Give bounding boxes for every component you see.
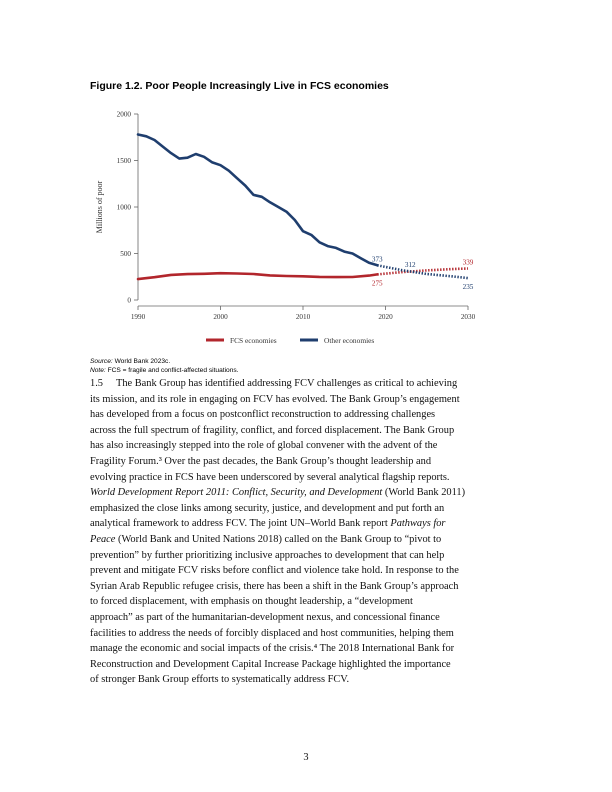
y-tick-label: 2000 [116,110,131,119]
y-axis-title: Millions of poor [95,180,104,234]
data-label: 275 [371,279,383,288]
data-label: 235 [462,283,474,292]
italic-title-text: World Development Report 2011: Conflict, Security, and Development [90,487,383,499]
paragraph-line [90,563,530,579]
paragraph-line [90,532,530,548]
paragraph-line [90,376,530,392]
paragraph-line [90,470,530,486]
paragraph-line [90,594,530,610]
paragraph-line [90,485,530,501]
paragraph-text-run: approach” as part of the humanitarian-development nexus, and concessional finance [90,611,440,623]
paragraph-text-run: 1.5 The Bank Group has identified addressing FCV challenges as critical to achieving [90,378,458,389]
paragraph-line [90,438,530,454]
italic-title-text: Peace [90,533,116,545]
paragraph-line [90,516,530,532]
paragraph-line [90,672,530,688]
paragraph-text-run: Reconstruction and Development Capital Increase Package highlighted the importance [90,658,451,670]
data-label: 312 [404,260,416,269]
paragraph-line [90,392,530,408]
paragraph-text-run: Syrian Arab Republic refugee crisis, there has been a shift in the Bank Group’s approach [90,580,459,592]
paragraph-line [90,626,530,642]
y-tick-label: 1000 [116,203,131,212]
paragraph-line [90,454,530,470]
paragraph-line [90,548,530,564]
chart-series [138,135,468,280]
paragraph-text-run: to forced displacement, with emphasis on thought leadership, a “development [90,596,413,608]
source-text: World Bank 2023c. [112,358,171,365]
series-line-0 [138,273,377,279]
page-number: 3 [303,752,309,763]
line-chart [88,100,488,355]
paragraph-1-5 [90,376,530,688]
paragraph-text-run: across the full spectrum of fragility, conflict, and forced displacement. The Bank Group [90,424,455,436]
paragraph-line [90,423,530,439]
paragraph-text-run: emphasized the close links among security, justice, and development and put forth an [90,502,445,514]
paragraph-line [90,657,530,673]
paragraph-text-run: (World Bank 2011) [382,487,466,499]
italic-title-text: Pathways for [390,518,446,530]
chart-legend [206,336,374,345]
paragraph-text-run: analytical framework to address FCV. The joint UN–World Bank report [90,518,391,530]
paragraph-line [90,407,530,423]
data-label: 373 [371,255,383,264]
note-text: FCS = fragile and conflict-affected situations. [105,366,239,374]
paragraph-text-run: prevent and mitigate FCV risks before conflict and violence take hold. In response to the [90,565,459,577]
note-line [90,367,239,376]
figure-notes [90,358,239,375]
source-line [90,358,239,367]
chart-axes [95,111,476,322]
x-tick-label: 2020 [378,313,393,321]
paragraph-text-run: manage the economic and social impacts of the crisis.⁴ The 2018 International Bank for [90,643,455,655]
x-tick-label: 2000 [213,313,228,321]
figure-title: Figure 1.2. Poor People Increasingly Live in FCS economies [90,80,389,92]
paragraph-text-run: prevention” by further prioritizing inclusive approaches to development that can help [90,549,445,561]
data-label: 339 [462,258,474,267]
paragraph-text [90,376,530,688]
series-line-1 [138,135,377,266]
note-label: Note: [90,366,106,374]
paragraph-line [90,610,530,626]
paragraph-text-run: has developed from a focus on postconflict reconstruction to addressing challenges [90,409,436,421]
paragraph-line [90,579,530,595]
y-tick-label: 0 [127,296,131,305]
legend-label: FCS economies [230,336,277,345]
paragraph-line [90,641,530,657]
paragraph-text-run: of stronger Bank Group efforts to systematically address FCV. [90,674,350,686]
legend-label: Other economies [324,336,375,345]
paragraph-text-run: evolving practice in FCS have been underscored by several analytical flagship reports. [90,471,450,483]
paragraph-text-run: its mission, and its role in engaging on FCV has evolved. The Bank Group’s engagement [90,393,460,405]
paragraph-text-run: Fragility Forum.³ Over the past decades, the Bank Group’s thought leadership and [90,455,432,467]
x-tick-label: 2010 [295,313,311,321]
y-tick-label: 1500 [116,157,131,165]
y-tick-label: 500 [120,250,131,258]
x-tick-label: 2030 [460,313,476,321]
x-tick-label: 1990 [130,313,146,321]
source-label: Source: [90,358,113,365]
paragraph-text-run: (World Bank and United Nations 2018) called on the Bank Group to “pivot to [115,533,442,545]
paragraph-text-run: facilities to address the needs of forcibly displaced and host communities, helping them [90,627,454,639]
paragraph-line [90,501,530,517]
paragraph-text-run: has also increasingly stepped into the role of global convener with the advent of the [90,440,438,452]
